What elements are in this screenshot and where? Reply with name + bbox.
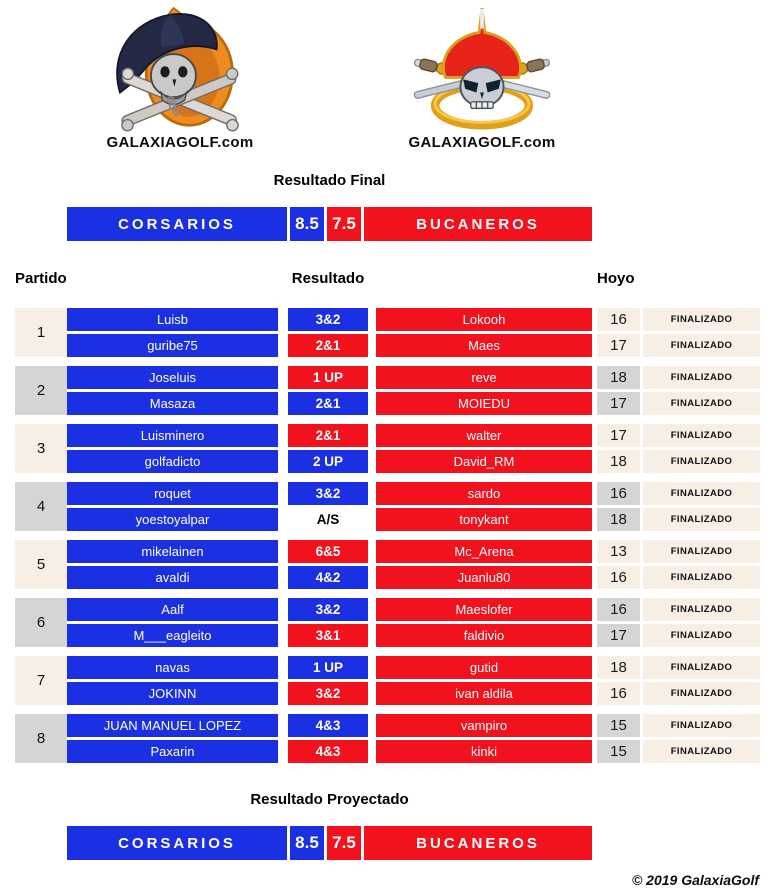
match-row (67, 450, 760, 473)
match-row (67, 308, 760, 331)
table-header-row (0, 270, 767, 288)
corsarios-player: Joseluis (67, 366, 278, 389)
bucaneros-player: reve (376, 366, 592, 389)
match-result: 2&1 (288, 392, 368, 415)
match-row (67, 682, 760, 705)
hole-number: 17 (597, 424, 640, 447)
corsarios-player: JUAN MANUEL LOPEZ (67, 714, 278, 737)
match-number: 5 (15, 540, 67, 589)
corsarios-logo[interactable] (100, 6, 260, 151)
hole-number: 13 (597, 540, 640, 563)
corsarios-player: roquet (67, 482, 278, 505)
corsarios-team-label: CORSARIOS (67, 207, 287, 241)
match-rows (67, 366, 760, 415)
match-row (67, 392, 760, 415)
match-row (67, 740, 760, 763)
corsarios-player: navas (67, 656, 278, 679)
match-result: 2&1 (288, 424, 368, 447)
match-result: A/S (288, 508, 368, 531)
bucaneros-player: faldivio (376, 624, 592, 647)
match-result: 3&2 (288, 308, 368, 331)
bucaneros-player: kinki (376, 740, 592, 763)
match-row (67, 656, 760, 679)
match-group (15, 424, 767, 473)
status-badge: FINALIZADO (643, 566, 760, 589)
hole-number: 17 (597, 334, 640, 357)
match-rows (67, 540, 760, 589)
match-result: 3&2 (288, 482, 368, 505)
status-badge: FINALIZADO (643, 624, 760, 647)
corsarios-team-label: CORSARIOS (67, 826, 287, 860)
corsarios-projected-score: 8.5 (290, 826, 324, 860)
bucaneros-player: gutid (376, 656, 592, 679)
bucaneros-final-score: 7.5 (327, 207, 361, 241)
status-badge: FINALIZADO (643, 508, 760, 531)
match-result: 1 UP (288, 366, 368, 389)
match-row (67, 482, 760, 505)
match-number: 8 (15, 714, 67, 763)
corsarios-player: mikelainen (67, 540, 278, 563)
status-badge: FINALIZADO (643, 682, 760, 705)
bucaneros-player: Maeslofer (376, 598, 592, 621)
match-row (67, 624, 760, 647)
bucaneros-team-label: BUCANEROS (364, 826, 592, 860)
corsarios-player: Masaza (67, 392, 278, 415)
corsarios-player: JOKINN (67, 682, 278, 705)
bucaneros-projected-score: 7.5 (327, 826, 361, 860)
match-rows (67, 424, 760, 473)
hole-number: 16 (597, 308, 640, 331)
match-group (15, 366, 767, 415)
match-result: 3&1 (288, 624, 368, 647)
header-resultado: Resultado (291, 270, 365, 287)
status-badge: FINALIZADO (643, 598, 760, 621)
final-score-bar (67, 207, 592, 241)
match-row (67, 598, 760, 621)
final-result-title: Resultado Final (273, 172, 386, 189)
header-partido: Partido (15, 270, 67, 287)
header-spacer (368, 270, 597, 288)
status-badge: FINALIZADO (643, 334, 760, 357)
status-badge: FINALIZADO (643, 714, 760, 737)
hole-number: 16 (597, 682, 640, 705)
header-hoyo: Hoyo (597, 270, 635, 287)
bucaneros-logo[interactable] (402, 6, 562, 151)
hole-number: 16 (597, 598, 640, 621)
match-number: 7 (15, 656, 67, 705)
hole-number: 15 (597, 714, 640, 737)
bucaneros-player: tonykant (376, 508, 592, 531)
projected-result-title: Resultado Proyectado (250, 791, 409, 808)
corsarios-player: Luisminero (67, 424, 278, 447)
match-group (15, 656, 767, 705)
match-number: 6 (15, 598, 67, 647)
corsarios-player: Luisb (67, 308, 278, 331)
hole-number: 17 (597, 624, 640, 647)
corsarios-final-score: 8.5 (290, 207, 324, 241)
bucaneros-player: Juanlu80 (376, 566, 592, 589)
match-row (67, 714, 760, 737)
match-rows (67, 714, 760, 763)
bucaneros-player: Lokooh (376, 308, 592, 331)
match-row (67, 566, 760, 589)
bucaneros-player: ivan aldila (376, 682, 592, 705)
match-number: 2 (15, 366, 67, 415)
bucaneros-team-label: BUCANEROS (364, 207, 592, 241)
corsarios-player: yoestoyalpar (67, 508, 278, 531)
bucaneros-player: Maes (376, 334, 592, 357)
match-row (67, 366, 760, 389)
match-result: 6&5 (288, 540, 368, 563)
match-row (67, 540, 760, 563)
match-rows (67, 656, 760, 705)
match-result: 4&2 (288, 566, 368, 589)
hole-number: 16 (597, 482, 640, 505)
corsarios-skull-icon (105, 6, 255, 132)
bucaneros-player: vampiro (376, 714, 592, 737)
hole-number: 18 (597, 656, 640, 679)
hole-number: 15 (597, 740, 640, 763)
match-row (67, 508, 760, 531)
corsarios-logo-label: GALAXIAGOLF.com (106, 134, 254, 151)
status-badge: FINALIZADO (643, 308, 760, 331)
status-badge: FINALIZADO (643, 540, 760, 563)
projected-score-bar (67, 826, 592, 860)
corsarios-player: golfadicto (67, 450, 278, 473)
hole-number: 18 (597, 366, 640, 389)
status-badge: FINALIZADO (643, 740, 760, 763)
match-group (15, 482, 767, 531)
corsarios-player: M___eagleito (67, 624, 278, 647)
match-rows (67, 308, 760, 357)
match-row (67, 424, 760, 447)
matches-table (0, 308, 767, 763)
logo-header (0, 0, 767, 158)
bucaneros-player: Mc_Arena (376, 540, 592, 563)
match-result: 2 UP (288, 450, 368, 473)
status-badge: FINALIZADO (643, 392, 760, 415)
bucaneros-player: David_RM (376, 450, 592, 473)
match-result: 3&2 (288, 682, 368, 705)
bucaneros-skull-icon (407, 6, 557, 132)
match-rows (67, 598, 760, 647)
corsarios-player: Aalf (67, 598, 278, 621)
match-group (15, 714, 767, 763)
match-result: 4&3 (288, 714, 368, 737)
hole-number: 18 (597, 450, 640, 473)
match-row (67, 334, 760, 357)
bucaneros-player: walter (376, 424, 592, 447)
bucaneros-logo-label: GALAXIAGOLF.com (408, 134, 556, 151)
hole-number: 17 (597, 392, 640, 415)
corsarios-player: guribe75 (67, 334, 278, 357)
match-group (15, 598, 767, 647)
match-result: 1 UP (288, 656, 368, 679)
bucaneros-player: MOIEDU (376, 392, 592, 415)
corsarios-player: avaldi (67, 566, 278, 589)
match-result: 4&3 (288, 740, 368, 763)
copyright-text: © 2019 GalaxiaGolf (631, 872, 759, 888)
corsarios-player: Paxarin (67, 740, 278, 763)
status-badge: FINALIZADO (643, 424, 760, 447)
match-group (15, 308, 767, 357)
status-badge: FINALIZADO (643, 656, 760, 679)
match-result: 2&1 (288, 334, 368, 357)
hole-number: 16 (597, 566, 640, 589)
match-rows (67, 482, 760, 531)
status-badge: FINALIZADO (643, 482, 760, 505)
match-number: 1 (15, 308, 67, 357)
match-group (15, 540, 767, 589)
match-number: 3 (15, 424, 67, 473)
status-badge: FINALIZADO (643, 366, 760, 389)
bucaneros-player: sardo (376, 482, 592, 505)
match-result: 3&2 (288, 598, 368, 621)
match-number: 4 (15, 482, 67, 531)
hole-number: 18 (597, 508, 640, 531)
status-badge: FINALIZADO (643, 450, 760, 473)
